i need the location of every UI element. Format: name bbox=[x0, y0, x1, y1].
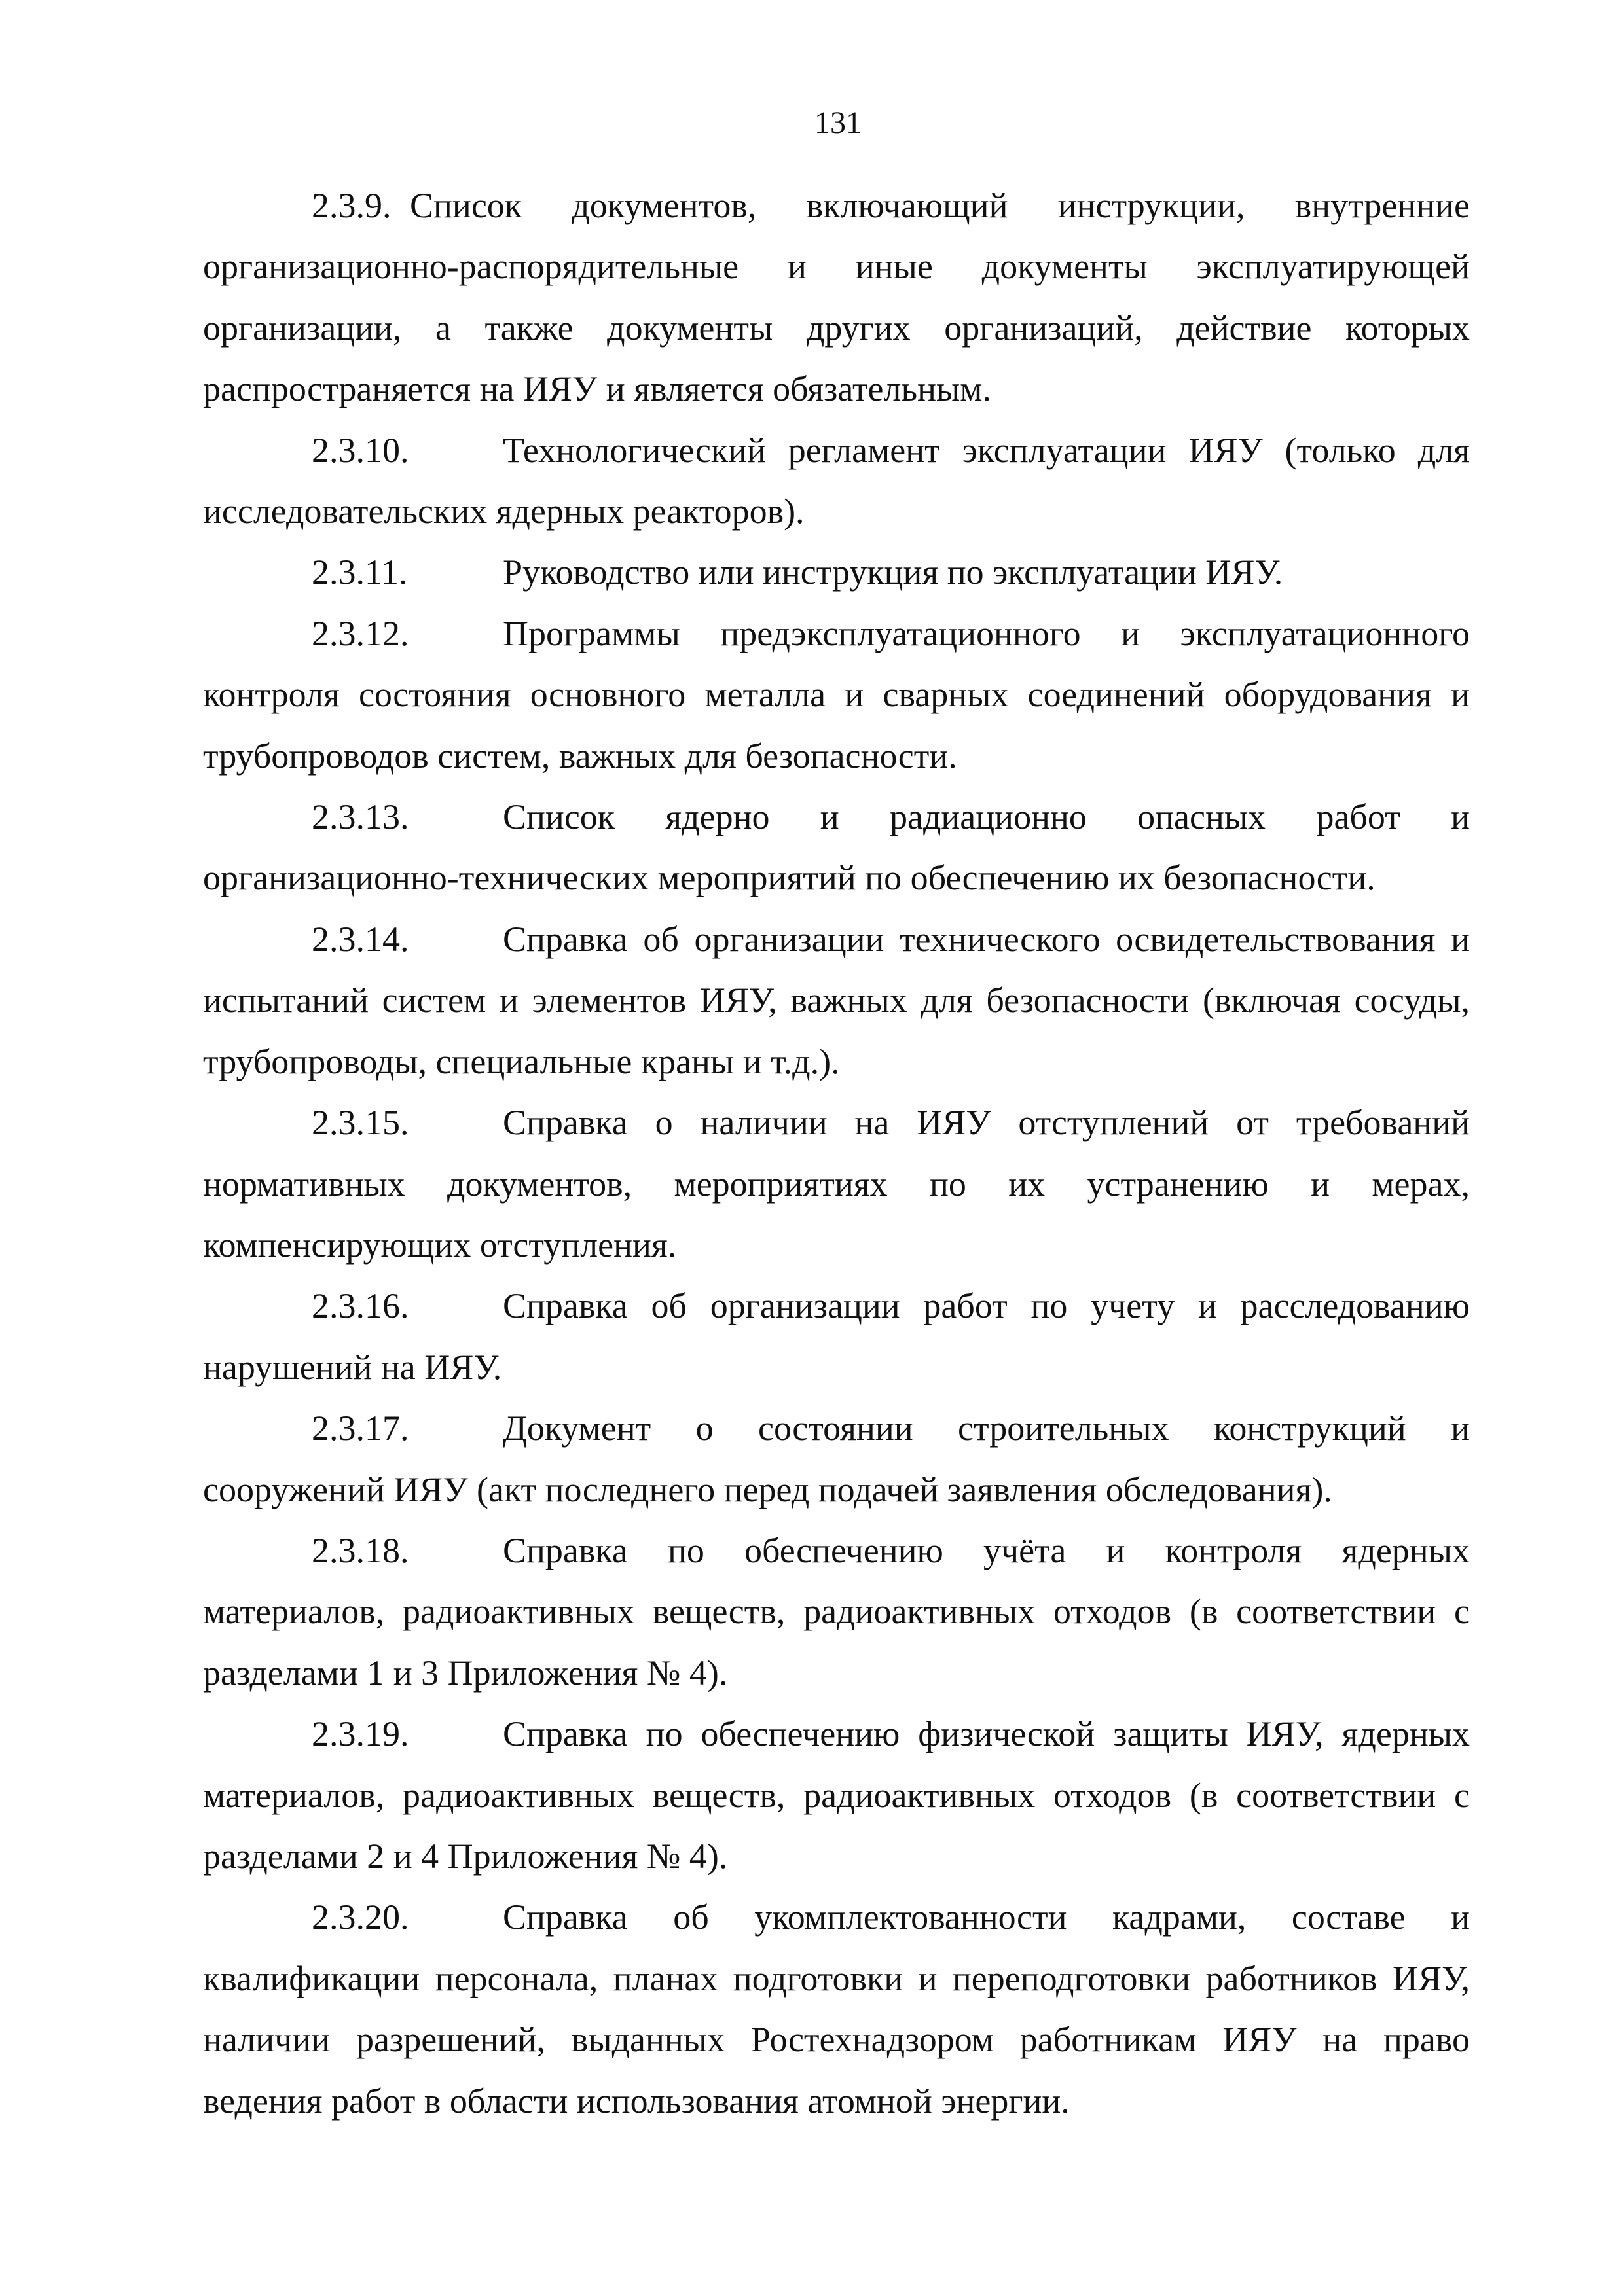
paragraph-2-3-18 bbox=[203, 1520, 1470, 1704]
paragraph-text: Технологический регламент эксплуатации ИЯУ (только для исследовательских ядерных реакторов). bbox=[203, 430, 1470, 531]
paragraph-2-3-12 bbox=[203, 603, 1470, 787]
paragraph-number: 2.3.20. bbox=[312, 1897, 409, 1937]
paragraph-2-3-15 bbox=[203, 1092, 1470, 1276]
paragraph-number: 2.3.15. bbox=[312, 1103, 409, 1143]
paragraph-text: Список ядерно и радиационно опасных работ и организационно-технических мероприятий по обеспечению их безопасности. bbox=[203, 797, 1470, 898]
paragraph-text: Руководство или инструкция по эксплуатации ИЯУ. bbox=[503, 552, 1283, 592]
paragraph-2-3-9 bbox=[203, 175, 1470, 420]
page-number: 131 bbox=[814, 105, 862, 140]
paragraph-text: Справка о наличии на ИЯУ отступлений от требований нормативных документов, мероприятиях по их устранению и мерах, компенсирующих отступления. bbox=[203, 1103, 1470, 1265]
paragraph-2-3-10 bbox=[203, 420, 1470, 543]
paragraph-text: Справка об организации технического освидетельствования и испытаний систем и элементов ИЯУ, важных для безопасности (включая сосуды, трубопроводы, специальные краны и т.д.). bbox=[203, 919, 1470, 1081]
paragraph-number: 2.3.10. bbox=[312, 430, 409, 470]
paragraph-2-3-14 bbox=[203, 909, 1470, 1092]
paragraph-number: 2.3.12. bbox=[312, 613, 409, 653]
paragraph-number: 2.3.19. bbox=[312, 1714, 409, 1754]
paragraph-number: 2.3.16. bbox=[312, 1286, 409, 1326]
paragraph-text: Программы предэксплуатационного и эксплуатационного контроля состояния основного металла и сварных соединений оборудования и трубопроводов систем, важных для безопасности. bbox=[203, 613, 1470, 776]
paragraph-number: 2.3.17. bbox=[312, 1408, 409, 1448]
paragraph-2-3-13 bbox=[203, 787, 1470, 909]
paragraph-text: Справка по обеспечению учёта и контроля ядерных материалов, радиоактивных веществ, радиоактивных отходов (в соответствии с разделами 1 и 3 Приложения № 4). bbox=[203, 1530, 1470, 1693]
paragraph-2-3-19 bbox=[203, 1704, 1470, 1887]
paragraph-number: 2.3.9. bbox=[312, 186, 392, 225]
paragraph-2-3-17 bbox=[203, 1398, 1470, 1520]
paragraph-number: 2.3.14. bbox=[312, 919, 409, 959]
paragraph-text: Список документов, включающий инструкции, внутренние организационно-распорядительные и иные документы эксплуатирующей организации, а также документы других организаций, действие которых распространяется на ИЯУ и является обязательным. bbox=[203, 186, 1470, 409]
document-body bbox=[203, 175, 1470, 2132]
paragraph-number: 2.3.13. bbox=[312, 797, 409, 837]
paragraph-text: Справка об организации работ по учету и расследованию нарушений на ИЯУ. bbox=[203, 1286, 1470, 1387]
paragraph-2-3-16 bbox=[203, 1276, 1470, 1398]
paragraph-text: Документ о состоянии строительных конструкций и сооружений ИЯУ (акт последнего перед подачей заявления обследования). bbox=[203, 1408, 1470, 1509]
paragraph-2-3-11 bbox=[203, 542, 1470, 603]
paragraph-number: 2.3.18. bbox=[312, 1530, 409, 1570]
paragraph-2-3-20 bbox=[203, 1887, 1470, 2132]
paragraph-text: Справка об укомплектованности кадрами, составе и квалификации персонала, планах подготовки и переподготовки работников ИЯУ, наличии разрешений, выданных Ростехнадзором работникам ИЯУ на право ведения работ в области использования атомной энергии. bbox=[203, 1897, 1470, 2121]
paragraph-number: 2.3.11. bbox=[312, 552, 408, 592]
paragraph-text: Справка по обеспечению физической защиты ИЯУ, ядерных материалов, радиоактивных веществ, радиоактивных отходов (в соответствии с разделами 2 и 4 Приложения № 4). bbox=[203, 1714, 1470, 1876]
